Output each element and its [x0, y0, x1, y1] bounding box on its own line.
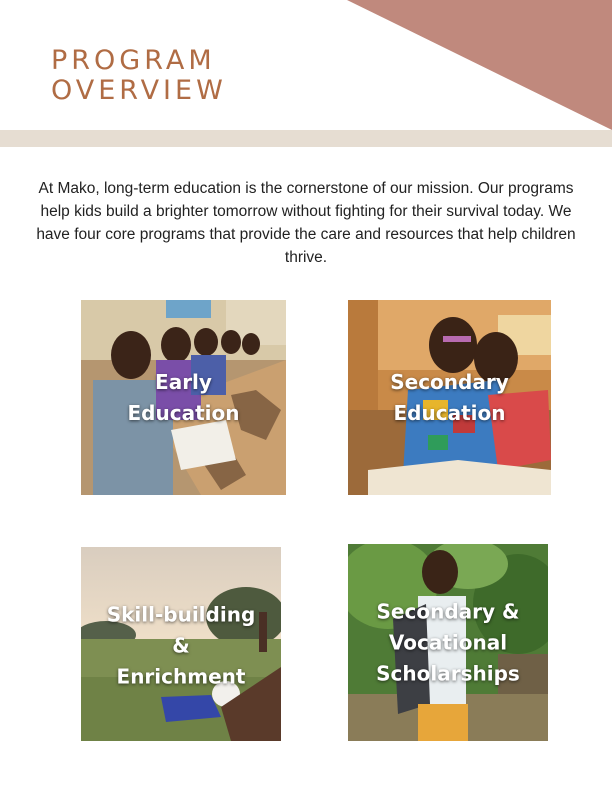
page-title	[51, 46, 227, 106]
header-divider-band	[0, 130, 612, 147]
program-label: Early Education	[127, 369, 240, 425]
program-card-scholarships	[348, 544, 548, 741]
program-label: Skill-building & Enrichment	[106, 602, 256, 689]
program-card-secondary-education	[348, 300, 551, 495]
program-label: Secondary & Vocational Scholarships	[376, 599, 520, 685]
program-card-skill-building	[81, 547, 281, 741]
program-label: Secondary Education	[390, 369, 509, 425]
title-line-1: PROGRAM	[51, 45, 216, 76]
program-card-early-education	[81, 300, 286, 495]
title-line-2: OVERVIEW	[51, 75, 227, 106]
intro-paragraph: At Mako, long-term education is the cornerstone of our mission. Our programs help kids build a brighter tomorrow without fighting for their survival today. We have four core programs that provide the care and resources that help children thrive.	[36, 180, 576, 266]
